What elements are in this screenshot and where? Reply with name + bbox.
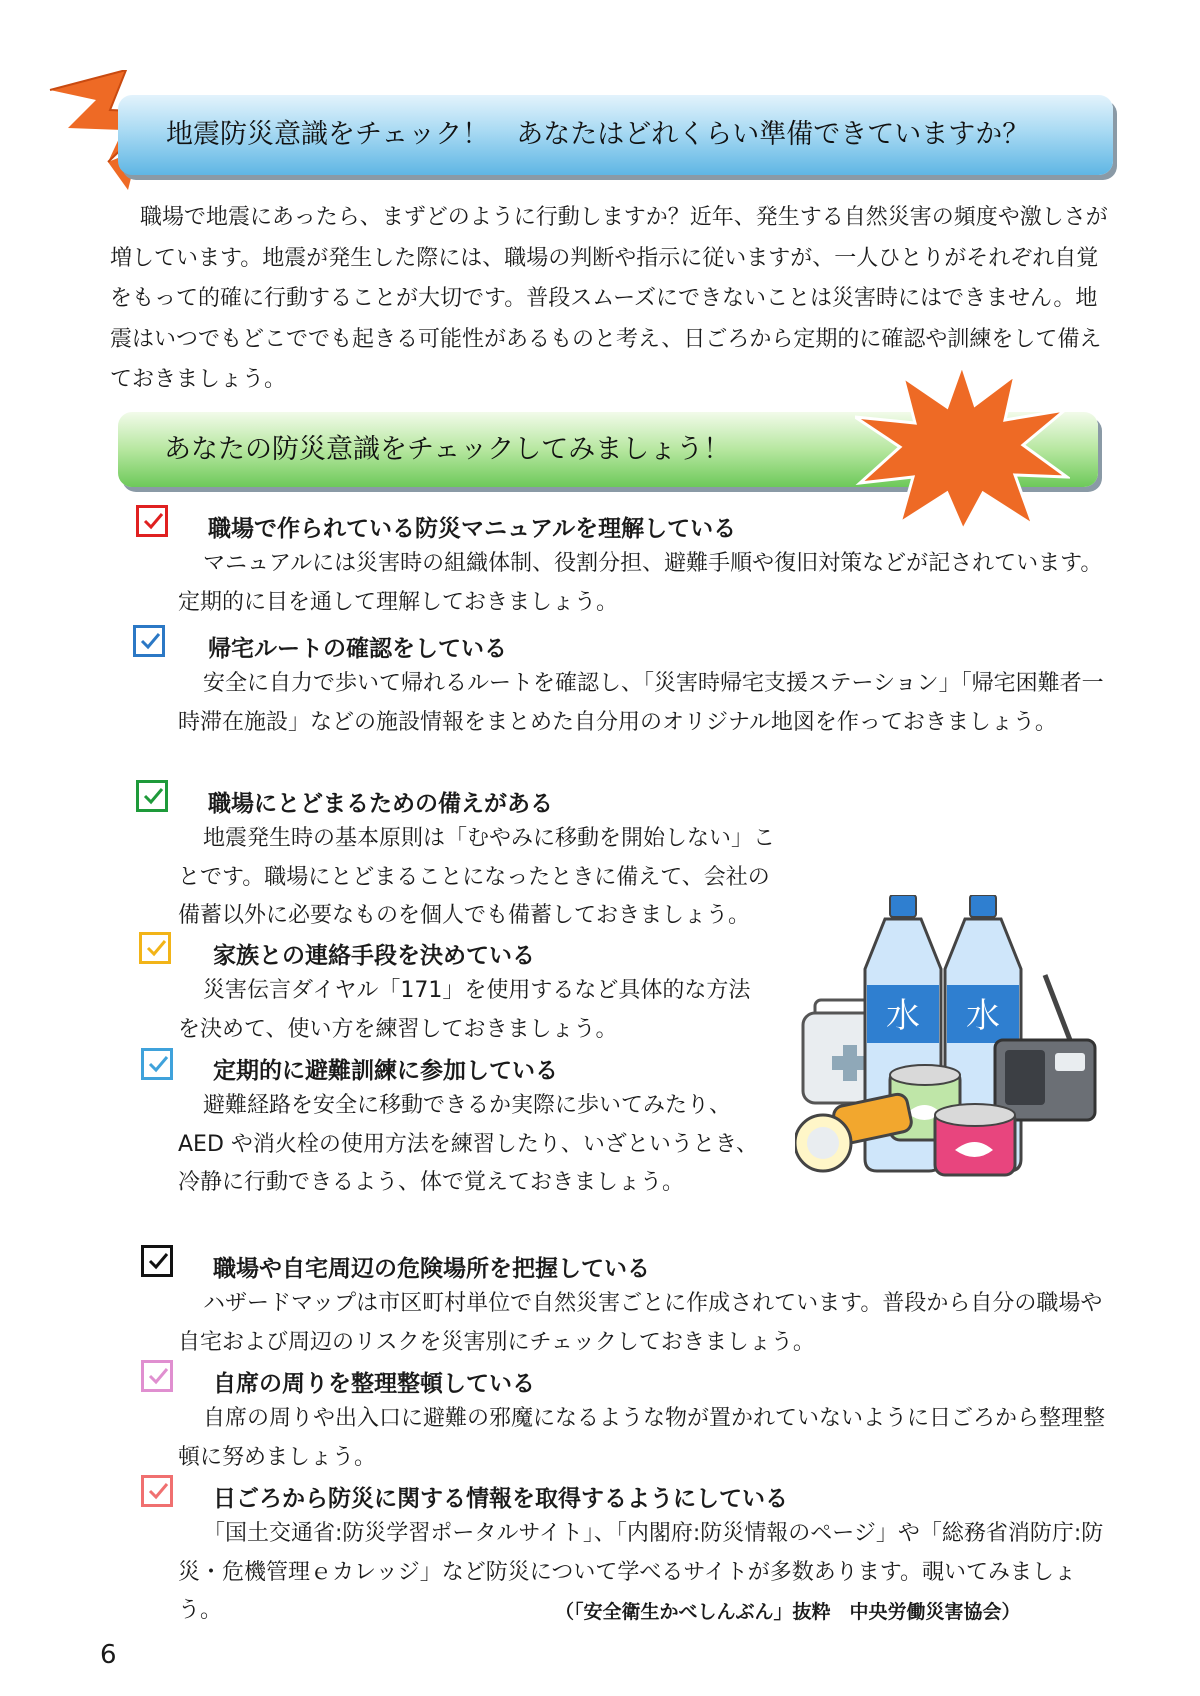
item-5-title: 定期的に避難訓練に参加している <box>213 1058 558 1084</box>
check-mark-icon <box>146 1249 170 1273</box>
item-1-body: マニュアルには災害時の組織体制、役割分担、避難手順や復旧対策などが記されています。定期的に目を通して理解しておきましょう。 <box>178 551 1103 615</box>
checkbox-item-3[interactable] <box>136 780 168 812</box>
checkbox-item-7[interactable] <box>141 1360 173 1392</box>
item-4-body: 災害伝言ダイヤル「171」を使用するなど具体的な方法を決めて、使い方を練習しておきましょう。 <box>178 978 751 1042</box>
starburst-icon <box>855 365 1070 530</box>
item-3-body: 地震発生時の基本原則は「むやみに移動を開始しない」ことです。職場にとどまることになったときに備えて、会社の備蓄以外に必要なものを個人でも備蓄しておきましょう。 <box>178 826 776 928</box>
item-7-title: 自席の周りを整理整頓している <box>213 1371 535 1397</box>
checkbox-item-5[interactable] <box>141 1048 173 1080</box>
check-mark-icon <box>146 1479 170 1503</box>
svg-text:水: 水 <box>886 996 920 1036</box>
check-mark-icon <box>141 784 165 808</box>
item-6-title: 職場や自宅周辺の危険場所を把握している <box>213 1256 650 1282</box>
item-6-body: ハザードマップは市区町村単位で自然災害ごとに作成されています。普段から自分の職場や自宅および周辺のリスクを災害別にチェックしておきましょう。 <box>178 1291 1103 1355</box>
item-5-body: 避難経路を安全に移動できるか実際に歩いてみたり、AED や消火栓の使用方法を練習したり、いざというとき、冷静に行動できるよう、体で覚えておきましょう。 <box>178 1093 759 1195</box>
section-title: あなたの防災意識をチェックしてみましょう！ <box>164 434 731 465</box>
checkbox-item-4[interactable] <box>139 932 171 964</box>
check-mark-icon <box>144 936 168 960</box>
intro-paragraph: 職場で地震にあったら、まずどのように行動しますか？近年、発生する自然災害の頻度や激しさが増しています。地震が発生した際には、職場の判断や指示に従いますが、一人ひとりがそれぞれ自覚をもって的確に行動することが大切です。普段スムーズにできないことは災害時にはできません。地震はいつでもどこででも起きる可能性があるものと考え、日ごろから定期的に確認や訓練をして備えておきましょう。 <box>110 205 1108 392</box>
header-banner <box>118 95 1113 175</box>
item-3-title: 職場にとどまるための備えがある <box>208 791 553 817</box>
check-mark-icon <box>146 1364 170 1388</box>
canned-food-icon <box>935 1104 1015 1175</box>
check-mark-icon <box>138 629 162 653</box>
item-8-title: 日ごろから防災に関する情報を取得するようにしている <box>213 1486 788 1512</box>
checkbox-item-6[interactable] <box>141 1245 173 1277</box>
item-2-body: 安全に自力で歩いて帰れるルートを確認し、「災害時帰宅支援ステーション」「帰宅困難者一時滞在施設」などの施設情報をまとめた自分用のオリジナル地図を作っておきましょう。 <box>178 671 1104 735</box>
checkbox-item-8[interactable] <box>141 1475 173 1507</box>
item-4-title: 家族との連絡手段を決めている <box>213 943 535 969</box>
page-title: 地震防災意識をチェック！ あなたはどれくらい準備できていますか？ <box>166 119 1030 150</box>
checkbox-item-2[interactable] <box>133 625 165 657</box>
item-8-body: 「国土交通省:防災学習ポータルサイト」、「内閣府:防災情報のページ」や「総務省消防庁:防災・危機管理ｅカレッジ」など防災について学べるサイトが多数あります。覗いてみましょう。 <box>178 1521 1104 1623</box>
svg-text:水: 水 <box>966 996 1000 1036</box>
check-mark-icon <box>141 509 165 533</box>
page-number: 6 <box>100 1640 117 1670</box>
checkbox-item-1[interactable] <box>136 505 168 537</box>
check-mark-icon <box>146 1052 170 1076</box>
supplies-illustration <box>795 895 1105 1185</box>
source-credit: （「安全衛生かべしんぶん」抜粋 中央労働災害協会） <box>555 1601 1021 1623</box>
item-1-title: 職場で作られている防災マニュアルを理解している <box>208 516 737 542</box>
item-2-title: 帰宅ルートの確認をしている <box>208 636 507 662</box>
item-7-body: 自席の周りや出入口に避難の邪魔になるような物が置かれていないように日ごろから整理整頓に努めましょう。 <box>178 1406 1106 1470</box>
